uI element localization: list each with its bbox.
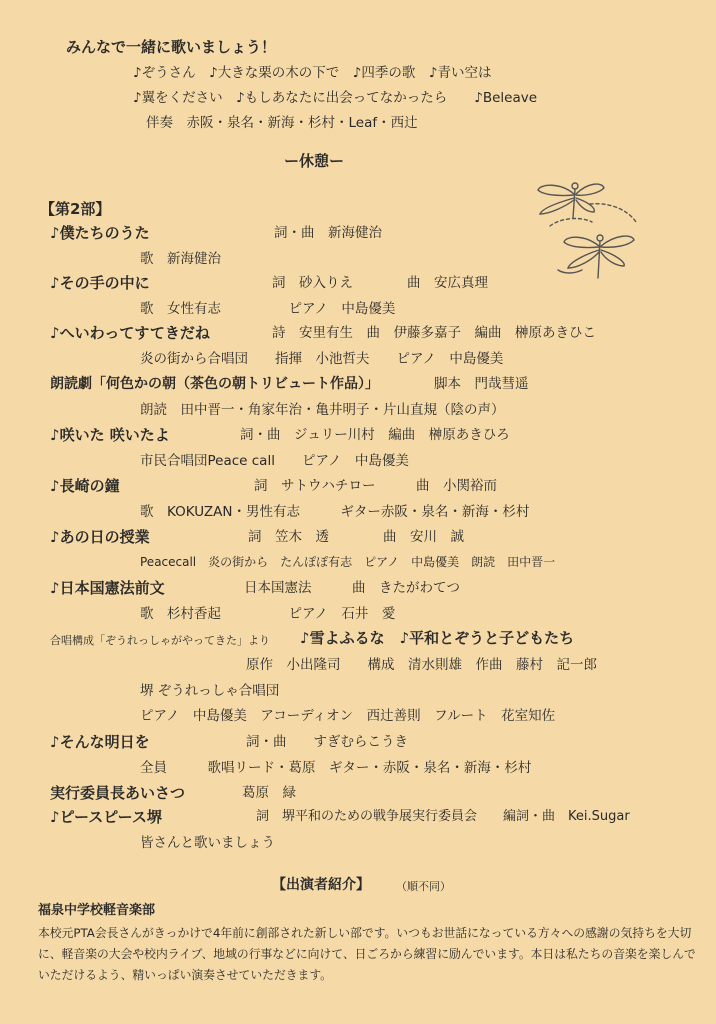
song-title: ♪あの日の授業: [50, 528, 150, 546]
song-title: ♪へいわってすてきだね: [50, 324, 210, 342]
chorus-choir: 堺 ぞうれっしゃ合唱団: [140, 683, 280, 699]
song-credit: 詞・曲 すぎむらこうき: [246, 734, 408, 750]
song-title: ♪ピースピース堺: [50, 808, 162, 826]
club-description: 本校元PTA会長さんがきっかけで4年前に創部された新しい部です。いつもお世話になっている方々への感謝の気持ちを大切に、軽音楽の大会や校内ライブ、地域の行事などに向けて、日ごろから練習に励んでいます。本日は私たちの音楽を楽しんでいただけるよう、精いっぱい演奏させていただきます。: [38, 926, 696, 982]
part1-accompaniment: 伴奏 赤阪・泉名・新海・杉村・Leaf・西辻: [146, 115, 418, 131]
song-performers: 皆さんと歌いましょう: [140, 835, 275, 851]
chorus-credits: 原作 小出隆司 構成 清水則雄 作曲 藤村 記一郎: [246, 657, 597, 673]
song-credit: 詞・曲 ジュリー川村 編曲 榊原あきひろ: [240, 427, 510, 443]
song-performers: 朗読 田中晋一・角家年治・亀井明子・片山直規（陰の声）: [140, 402, 505, 418]
song-title: ♪僕たちのうた: [50, 224, 150, 242]
chorus-prefix: 合唱構成「ぞうれっしゃがやってきた」より: [50, 634, 270, 647]
part1-heading: みんなで一緒に歌いましょう！: [66, 38, 277, 56]
song-credit: 詞 笠木 透 曲 安川 誠: [248, 529, 464, 545]
song-credit: 詞 砂入りえ 曲 安広真理: [272, 275, 488, 291]
greeting-title: 実行委員長あいさつ: [50, 784, 186, 802]
song-title: ♪長崎の鐘: [50, 477, 120, 495]
song-title: ♪そんな明日を: [50, 733, 150, 751]
song-credit: 詞・曲 新海健治: [274, 225, 382, 241]
song-credit: 詞 サトウハチロー 曲 小関裕而: [254, 478, 497, 494]
song-performers: 歌 KOKUZAN・男性有志 ギター赤阪・泉名・新海・杉村: [140, 504, 530, 520]
dragonfly-icon: [530, 178, 650, 288]
club-name: 福泉中学校軽音楽部: [38, 903, 156, 918]
song-performers: 歌 女性有志 ピアノ 中島優美: [140, 301, 396, 317]
chorus-musicians: ピアノ 中島優美 アコーディオン 西辻善則 フルート 花室知佐: [140, 708, 556, 724]
song-credit: 脚本 門哉彗遥: [434, 376, 529, 392]
song-title: ♪咲いた 咲いたよ: [50, 426, 170, 444]
song-performers: 市民合唱団Peace call ピアノ 中島優美: [140, 453, 409, 469]
performers-note: （順不同）: [396, 880, 451, 893]
song-performers: 歌 杉村香起 ピアノ 石井 愛: [140, 606, 396, 622]
intermission-label: ー休憩ー: [284, 152, 345, 170]
song-performers: 全員 歌唱リード・葛原 ギター・赤阪・泉名・新海・杉村: [140, 760, 532, 776]
song-title: ♪日本国憲法前文: [50, 579, 165, 597]
song-performers: 炎の街から合唱団 指揮 小池哲夫 ピアノ 中島優美: [140, 351, 504, 367]
greeting-name: 葛原 緑: [242, 785, 296, 801]
performers-heading: 【出演者紹介】: [272, 877, 370, 893]
song-title: ♪その手の中に: [50, 274, 150, 292]
song-performers: 歌 新海健治: [140, 251, 221, 267]
song-performers: Peacecall 炎の街から たんぽぽ有志 ピアノ 中島優美 朗読 田中晋一: [140, 555, 556, 569]
song-title: 朗読劇「何色かの朝（茶色の朝トリビュート作品）」: [50, 376, 379, 392]
song-credit: 日本国憲法 曲 きたがわてつ: [244, 580, 460, 596]
part2-heading: 【第2部】: [40, 200, 111, 218]
part1-songs-line1: ♪ぞうさん ♪大きな栗の木の下で ♪四季の歌 ♪青い空は: [133, 65, 492, 81]
chorus-songs: ♪雪よふるな ♪平和とぞうと子どもたち: [300, 629, 575, 647]
song-credit: 詩 安里有生 曲 伊藤多嘉子 編曲 榊原あきひこ: [272, 325, 596, 341]
part1-songs-line2: ♪翼をください ♪もしあなたに出会ってなかったら ♪Beleave: [133, 90, 538, 106]
song-credit: 詞 堺平和のための戦争展実行委員会 編詞・曲 Kei.Sugar: [256, 809, 630, 824]
